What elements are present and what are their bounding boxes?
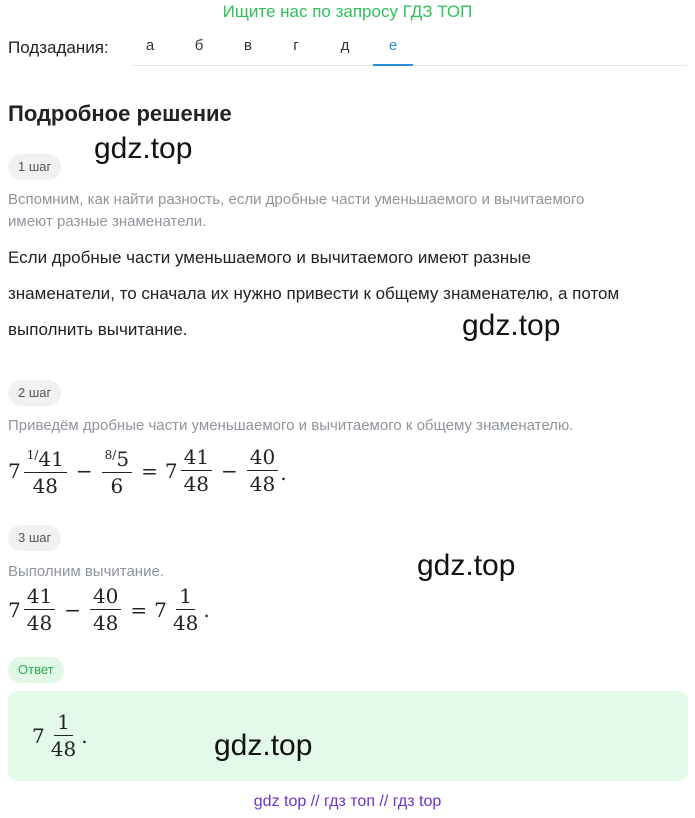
step-1-hint-line: Вспомним, как найти разность, если дробные части уменьшаемого и вычитаемого: [8, 191, 585, 208]
tab-v[interactable]: в: [244, 37, 252, 54]
fraction: [48, 711, 79, 760]
step-1-text-line: выполнить вычитание.: [8, 320, 188, 339]
fraction-numerator: 41: [181, 446, 212, 471]
equals-sign: =: [130, 597, 148, 622]
extra-multiplier: 1/: [26, 448, 39, 462]
mixed-whole: 7: [32, 723, 45, 748]
watermark: gdz.top: [417, 549, 516, 582]
fraction-denominator: 48: [26, 611, 53, 635]
fraction: [247, 446, 278, 495]
subtasks-nav: [0, 36, 695, 66]
period: .: [280, 461, 287, 485]
footer-links[interactable]: gdz top // гдз топ // гдз top: [253, 793, 442, 810]
answer-badge: Ответ: [8, 657, 64, 683]
fraction-numerator: [102, 444, 132, 473]
step-1-text-line: знаменатели, то сначала их нужно привести к общему знаменателю, а потом: [8, 284, 620, 303]
fraction-numerator: 41: [24, 585, 55, 610]
tab-b[interactable]: б: [194, 37, 204, 54]
minus-sign: −: [221, 458, 238, 483]
step-1-badge: 1 шаг: [8, 154, 61, 180]
watermark: gdz.top: [214, 729, 313, 762]
fraction: [170, 585, 201, 634]
watermark: gdz.top: [462, 309, 561, 342]
tab-d[interactable]: д: [340, 37, 350, 54]
solution-heading: Подробное решение: [8, 101, 232, 126]
fraction-numerator: 1: [54, 711, 73, 736]
minus-sign: −: [64, 597, 81, 622]
step-3-hint: Выполним вычитание.: [8, 563, 164, 580]
fraction-numerator: 1: [176, 585, 195, 610]
step-3-badge: 3 шаг: [8, 525, 61, 551]
tab-a[interactable]: а: [145, 37, 155, 54]
fraction-denominator: 6: [110, 474, 124, 498]
step-1-text-line: Если дробные части уменьшаемого и вычитаемого имеют разные: [8, 248, 531, 267]
step-3-equation: [8, 585, 210, 634]
fraction: [181, 446, 212, 495]
fraction-numerator: 40: [247, 446, 278, 471]
fraction-denominator: 48: [32, 474, 59, 498]
minus-sign: −: [75, 458, 93, 483]
fraction-denominator: 48: [183, 472, 210, 496]
step-1-text: [8, 240, 658, 348]
fraction: [102, 444, 132, 497]
mixed-whole: 7: [154, 597, 167, 622]
numerator-value: 5: [116, 447, 130, 471]
step-2-equation: [8, 444, 287, 497]
tab-g[interactable]: г: [293, 37, 299, 54]
fraction-denominator: 48: [92, 611, 119, 635]
period: .: [81, 724, 88, 748]
step-1-hint: [8, 189, 584, 233]
fraction-numerator: 40: [90, 585, 121, 610]
fraction-denominator: 48: [50, 737, 77, 761]
mixed-whole: 7: [8, 597, 21, 622]
numerator-value: 41: [38, 447, 64, 471]
fraction-denominator: 48: [249, 472, 276, 496]
step-2-hint: Приведём дробные части уменьшаемого и вычитаемого к общему знаменателю.: [8, 417, 574, 434]
answer-box: [8, 691, 688, 781]
fraction: [90, 585, 121, 634]
answer-equation: [32, 711, 88, 760]
period: .: [203, 598, 210, 622]
tab-e[interactable]: е: [373, 36, 413, 66]
search-banner: Ищите нас по запросу ГДЗ ТОП: [222, 2, 473, 21]
fraction-numerator: [24, 444, 67, 473]
watermark: gdz.top: [94, 132, 193, 165]
fraction: [24, 444, 67, 497]
mixed-whole: 7: [8, 458, 21, 483]
step-1-hint-line: имеют разные знаменатели.: [8, 213, 207, 230]
fraction-denominator: 48: [172, 611, 199, 635]
subtasks-label: Подзадания:: [8, 38, 109, 57]
extra-multiplier: 8/: [104, 448, 117, 462]
step-2-badge: 2 шаг: [8, 380, 61, 406]
mixed-whole: 7: [164, 458, 178, 483]
fraction: [24, 585, 55, 634]
equals-sign: =: [141, 458, 158, 483]
